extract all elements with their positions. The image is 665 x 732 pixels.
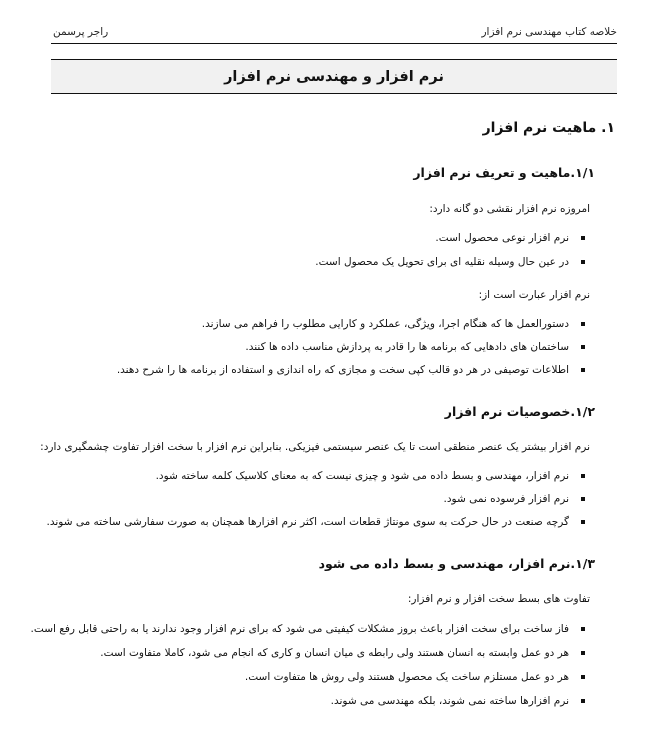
list-item	[245, 341, 585, 353]
bullet-icon	[581, 699, 585, 703]
list-item	[331, 695, 585, 707]
list-item	[245, 671, 585, 683]
list-item	[202, 318, 585, 330]
list-item-text: ساختمان های دادهایی که برنامه ها را قادر به پردازش مناسب داده ها کنند.	[245, 341, 569, 353]
list-item-text: گرچه صنعت در حال حرکت به سوی مونتاژ قطعات است، اکثر نرم افزارها همچنان به صورت سفارشی ساخته می شوند.	[46, 516, 569, 528]
list-item-text: هر دو عمل وابسته به انسان هستند ولی رابطه ی میان انسان و کاری که انجام می شود، کاملا متفاوت است.	[100, 647, 569, 659]
list-item-text: فاز ساخت برای سخت افزار باعث بروز مشکلات کیفیتی می شود که برای نرم افزار وجود ندارند یا به راحتی قابل رفع است.	[30, 623, 569, 635]
subsection-heading: ۱/۲.خصوصیات نرم افزار	[444, 404, 595, 419]
list-item-text: نرم افزار نوعی محصول است.	[435, 232, 569, 244]
paragraph: تفاوت های بسط سخت افزار و نرم افزار:	[407, 593, 590, 605]
list-item	[31, 623, 585, 635]
list-item-text: در عین حال وسیله نقلیه ای برای تحویل یک محصول است.	[315, 256, 569, 268]
list-item	[47, 516, 586, 528]
header-divider	[51, 43, 617, 44]
bullet-icon	[581, 345, 585, 349]
chapter-title-box	[51, 59, 617, 94]
list-item-text: نرم افزار، مهندسی و بسط داده می شود و چیزی نیست که به معنای کلاسیک کلمه ساخته شود.	[155, 470, 569, 482]
list-item	[100, 647, 585, 659]
list-item-text: نرم افزارها ساخته نمی شوند، بلکه مهندسی می شوند.	[330, 695, 569, 707]
bullet-icon	[581, 520, 585, 524]
bullet-icon	[581, 474, 585, 478]
subsection-heading: ۱/۱.ماهیت و تعریف نرم افزار	[413, 165, 595, 180]
list-item-text: نرم افزار فرسوده نمی شود.	[443, 493, 569, 505]
list-item	[156, 470, 585, 482]
list-item	[444, 493, 585, 505]
chapter-title: نرم افزار و مهندسی نرم افزار	[224, 68, 444, 85]
list-item-text: اطلاعات توصیفی در هر دو قالب کپی سخت و مجازی که راه اندازی و استفاده از برنامه ها را شرح دهند.	[116, 364, 569, 376]
list-item	[435, 232, 585, 244]
bullet-icon	[581, 675, 585, 679]
list-item-text: هر دو عمل مستلزم ساخت یک محصول هستند ولی روش ها متفاوت است.	[244, 671, 569, 683]
bullet-icon	[581, 627, 585, 631]
paragraph: امروزه نرم افزار نقشی دو گانه دارد:	[429, 203, 590, 215]
paragraph: نرم افزار بیشتر یک عنصر منطقی است تا یک عنصر سیستمی فیزیکی. بنابراین نرم افزار با سخت افزار تفاوت چشمگیری دارد:	[40, 441, 590, 453]
header-book-title: خلاصه کتاب مهندسی نرم افزار	[481, 26, 617, 38]
bullet-icon	[581, 236, 585, 240]
bullet-icon	[581, 260, 585, 264]
list-item	[315, 256, 585, 268]
subsection-heading: ۱/۳.نرم افزار، مهندسی و بسط داده می شود	[318, 556, 595, 571]
bullet-icon	[581, 368, 585, 372]
list-item	[117, 364, 585, 376]
bullet-icon	[581, 651, 585, 655]
bullet-icon	[581, 497, 585, 501]
list-item-text: دستورالعمل ها که هنگام اجرا، ویژگی، عملکرد و کارایی مطلوب را فراهم می سازند.	[201, 318, 569, 330]
bullet-icon	[581, 322, 585, 326]
section-heading: ۱. ماهیت نرم افزار	[482, 120, 615, 136]
header-author: راجر پرسمن	[53, 26, 109, 38]
paragraph: نرم افزار عبارت است از:	[478, 289, 590, 301]
